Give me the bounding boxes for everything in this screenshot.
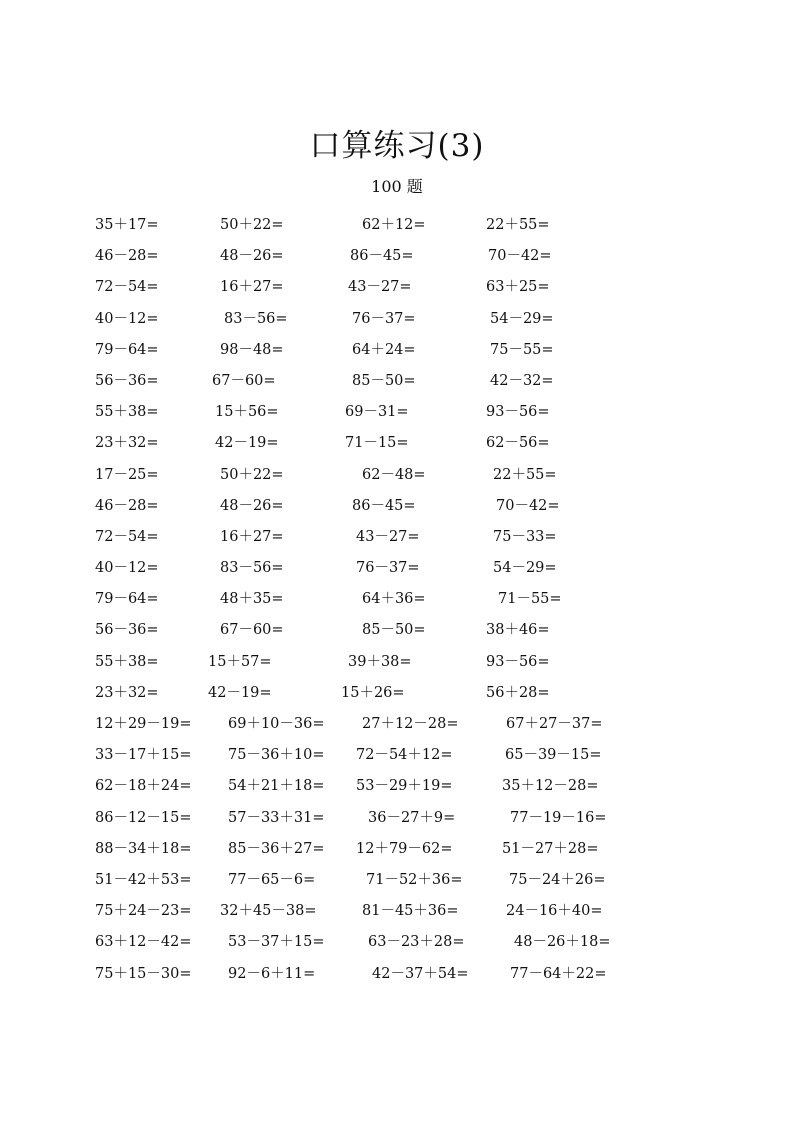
problem-item: 69＋10－36= (228, 716, 325, 732)
problem-item: 54＋21＋18= (228, 778, 325, 795)
problem-item: 46－28= (95, 248, 159, 265)
problem-item: 55＋38= (95, 404, 159, 421)
problem-item: 63－23＋28= (368, 934, 465, 951)
problem-item: 56－36= (95, 622, 159, 639)
problem-item: 38＋46= (486, 622, 550, 639)
problem-item: 50＋22= (220, 466, 284, 483)
problem-row (0, 554, 794, 585)
problem-item: 33－17＋15= (95, 747, 192, 764)
problem-item: 77－19－16= (510, 809, 607, 826)
page-title: 口算练习(3) (309, 128, 485, 164)
problem-row (0, 616, 794, 647)
problem-item: 55＋38= (95, 653, 159, 670)
problem-item: 71－55= (498, 591, 562, 608)
problem-row (0, 710, 794, 741)
problem-item: 17－25= (95, 466, 159, 483)
problem-item: 75＋15－30= (95, 965, 192, 982)
problem-item: 77－65－6= (228, 871, 316, 888)
problem-row (0, 897, 794, 928)
problem-item: 86－45= (350, 248, 414, 265)
problem-item: 67－60= (220, 622, 284, 639)
problem-item: 42－19= (215, 435, 279, 452)
problem-item: 42－32= (490, 372, 554, 389)
problem-item: 36－27＋9= (368, 809, 456, 826)
problem-item: 16＋27= (220, 279, 284, 296)
problem-item: 83－56= (220, 560, 284, 577)
problem-item: 35＋12－28= (502, 778, 599, 795)
problem-row (0, 835, 794, 866)
problem-item: 15＋57= (208, 653, 272, 670)
problem-item: 22＋55= (493, 466, 557, 483)
problem-row (0, 305, 794, 336)
problem-item: 24－16＋40= (506, 903, 603, 920)
problem-item: 75－36＋10= (228, 747, 325, 764)
problem-item: 40－12= (95, 310, 159, 327)
problem-item: 48－26= (220, 248, 284, 265)
problem-item: 63＋25= (486, 279, 550, 296)
problem-item: 50＋22= (220, 217, 284, 233)
problem-item: 39＋38= (348, 653, 412, 670)
problem-item: 72－54= (95, 528, 159, 545)
problem-item: 65－39－15= (505, 747, 602, 764)
problem-row (0, 679, 794, 710)
problem-item: 71－52＋36= (366, 871, 463, 888)
problem-item: 48－26＋18= (514, 934, 611, 951)
problem-item: 12＋79－62= (356, 840, 453, 857)
problem-item: 75－24＋26= (509, 871, 606, 888)
problem-item: 46－28= (95, 497, 159, 514)
problem-row (0, 367, 794, 398)
problem-item: 56－36= (95, 372, 159, 389)
problem-item: 72－54= (95, 279, 159, 296)
problem-item: 62－18＋24= (95, 778, 192, 795)
problem-item: 63＋12－42= (95, 934, 192, 951)
problem-item: 48＋35= (220, 591, 284, 608)
problem-row (0, 273, 794, 304)
problem-item: 92－6＋11= (228, 965, 316, 982)
problem-item: 76－37= (356, 560, 420, 577)
problem-item: 40－12= (95, 560, 159, 577)
problem-item: 15＋26= (341, 684, 405, 701)
problem-item: 79－64= (95, 341, 159, 358)
problem-item: 98－48= (220, 341, 284, 358)
problem-item: 75＋24－23= (95, 903, 192, 920)
problem-item: 43－27= (356, 528, 420, 545)
problem-item: 42－37＋54= (372, 965, 469, 982)
problem-row (0, 429, 794, 460)
problem-row (0, 336, 794, 367)
problem-item: 88－34＋18= (95, 840, 192, 857)
page-subtitle: 100 题 (371, 177, 423, 196)
problem-row (0, 461, 794, 492)
problem-item: 70－42= (496, 497, 560, 514)
problem-item: 76－37= (352, 310, 416, 327)
problem-item: 72－54＋12= (356, 747, 453, 764)
problem-item: 43－27= (348, 279, 412, 296)
problem-item: 27＋12－28= (362, 716, 459, 732)
problem-item: 62－48= (362, 466, 426, 483)
problem-row (0, 960, 794, 991)
problem-item: 35＋17= (95, 217, 159, 233)
problem-item: 93－56= (486, 653, 550, 670)
problem-item: 53－37＋15= (228, 934, 325, 951)
problem-row (0, 928, 794, 959)
problem-item: 85－50= (352, 372, 416, 389)
problem-row (0, 523, 794, 554)
problem-item: 85－50= (362, 622, 426, 639)
problem-item: 64＋36= (362, 591, 426, 608)
problem-item: 86－12－15= (95, 809, 192, 826)
problem-item: 81－45＋36= (362, 903, 459, 920)
problem-item: 86－45= (352, 497, 416, 514)
problem-item: 54－29= (493, 560, 557, 577)
problem-item: 69－31= (345, 404, 409, 421)
problem-item: 93－56= (486, 404, 550, 421)
problem-row (0, 648, 794, 679)
problem-item: 67＋27－37= (506, 716, 603, 732)
problem-row (0, 398, 794, 429)
problem-item: 54－29= (490, 310, 554, 327)
problem-item: 83－56= (224, 310, 288, 327)
problem-item: 64＋24= (352, 341, 416, 358)
problem-row (0, 242, 794, 273)
problem-item: 85－36＋27= (228, 840, 325, 857)
problem-item: 57－33＋31= (228, 809, 325, 826)
problem-item: 62＋12= (362, 217, 426, 233)
problem-row (0, 866, 794, 897)
problem-item: 56＋28= (486, 684, 550, 701)
problem-item: 23＋32= (95, 684, 159, 701)
problem-item: 79－64= (95, 591, 159, 608)
problem-item: 16＋27= (220, 528, 284, 545)
problem-row (0, 772, 794, 803)
problem-item: 75－55= (490, 341, 554, 358)
problem-item: 51－27＋28= (502, 840, 599, 857)
problem-item: 23＋32= (95, 435, 159, 452)
problem-item: 71－15= (345, 435, 409, 452)
problem-row (0, 585, 794, 616)
problem-row (0, 211, 794, 242)
problem-item: 67－60= (212, 372, 276, 389)
problem-item: 62－56= (486, 435, 550, 452)
problem-item: 48－26= (220, 497, 284, 514)
problem-row (0, 492, 794, 523)
problem-item: 53－29＋19= (356, 778, 453, 795)
problem-item: 42－19= (208, 684, 272, 701)
problem-item: 70－42= (488, 248, 552, 265)
problem-grid (0, 211, 794, 991)
problem-item: 51－42＋53= (95, 871, 192, 888)
problem-item: 75－33= (493, 528, 557, 545)
problem-item: 77－64＋22= (510, 965, 607, 982)
problem-row (0, 741, 794, 772)
problem-item: 32＋45－38= (220, 903, 317, 920)
problem-item: 22＋55= (486, 217, 550, 233)
problem-item: 15＋56= (215, 404, 279, 421)
problem-row (0, 804, 794, 835)
problem-item: 12＋29－19= (95, 716, 192, 732)
